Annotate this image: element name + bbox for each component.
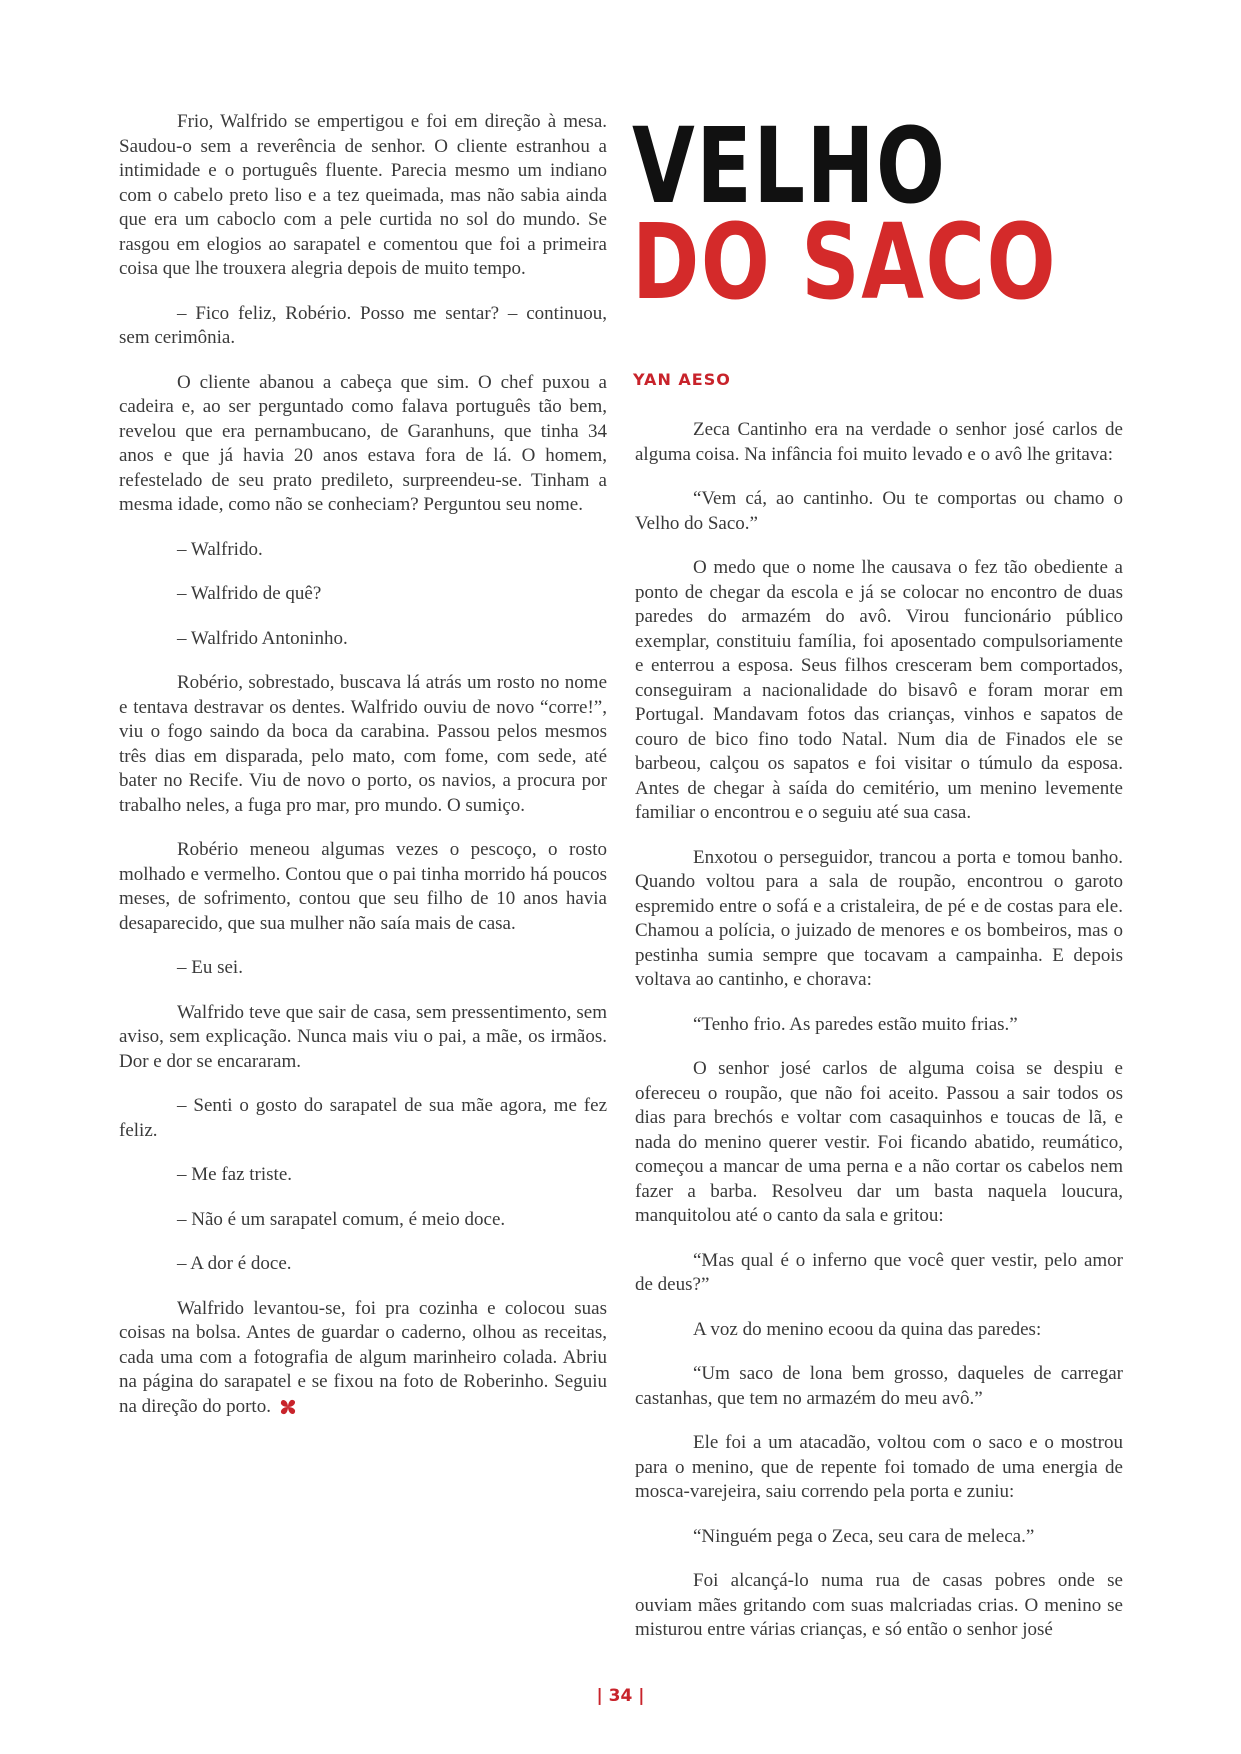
paragraph: Walfrido teve que sair de casa, sem pressentimento, sem aviso, sem explicação. Nunca mais viu o pai, a mãe, os irmãos. Dor e dor se encararam. [119,1001,607,1072]
paragraph: Ele foi a um atacadão, voltou com o saco e o mostrou para o menino, que de repente foi tomado de uma energia de mosca-varejeira, saiu correndo pela porta e zuniu: [635,1432,1123,1502]
page-number: | 34 | [596,1686,645,1706]
paragraph: Robério meneou algumas vezes o pescoço, o rosto molhado e vermelho. Contou que o pai tinha morrido há poucos meses, de sofrimento, contou que seu filho de 10 anos havia desaparecido, que sua mulher não saía mais de casa. [119,839,607,934]
left-column [119,110,607,1439]
paragraph: Frio, Walfrido se empertigou e foi em direção à mesa. Saudou-o sem a reverência de senhor. O cliente estranhou a intimidade e o português fluente. Parecia mesmo um indiano com o cabelo preto liso e a tez queimada, mas não sabia ainda que era um caboclo com a pele curtida no sol do mundo. Se rasgou em elogios ao sarapatel e comentou que foi a primeira coisa que lhe trouxera alegria depois de muito tempo. [119,111,607,279]
dialogue-line: – Fico feliz, Robério. Posso me sentar? – continuou, sem cerimônia. [119,302,607,348]
dialogue-line: – Walfrido. [177,538,263,560]
paragraph: O senhor josé carlos de alguma coisa se despiu e ofereceu o roupão, que não foi aceito. Passou a sair todos os dias para brechós e voltar com casaquinhos e toucas de lã, e nada do menino querer vestir. Foi ficando abatido, reumático, começou a mancar de uma perna e a não cortar os cabelos nem fazer a barba. Resolveu dar um basta naquela loucura, manquitolou até o canto da sala e gritou: [635,1058,1123,1226]
pinwheel-end-icon [277,1396,299,1418]
paragraph: O medo que o nome lhe causava o fez tão obediente a ponto de chegar da escola e já se colocar no encontro de duas paredes do armazém do avô. Virou funcionário público exemplar, constituiu família, foi aposentado compulsoriamente e enterrou a esposa. Seus filhos cresceram bem comportados, conseguiram a nacionalidade do bisavô e foram morar em Portugal. Mandavam fotos das crianças, vinhos e sapatos de couro de bico fino todo Natal. Num dia de Finados ele se barbeou, calçou os sapatos e foi visitar o túmulo da esposa. Antes de chegar à saída do cemitério, um menino levemente familiar o encontrou e o seguiu até sua casa. [635,557,1123,823]
dialogue-line: – Eu sei. [177,957,243,978]
story-title [632,105,1058,323]
paragraph: O cliente abanou a cabeça que sim. O chef puxou a cadeira e, ao ser perguntado como falava português tão bem, revelou que era pernambucano, de Garanhuns, que tinha 34 anos e que já havia 20 anos estava fora de lá. O homem, refestelado de seu prato predileto, surpreendeu-se. Tinham a mesma idade, como não se conheciam? Perguntou seu nome. [119,371,607,515]
quote: “Mas qual é o inferno que você quer vestir, pelo amor de deus?” [635,1249,1123,1295]
title-line-1: VELHO [632,105,947,227]
closing-paragraph-text: Walfrido levantou-se, foi pra cozinha e colocou suas coisas na bolsa. Antes de guardar o caderno, olhou as receitas, cada uma com a fotografia de algum marinheiro colada. Abriu na página do sarapatel e se fixou na foto de Roberinho. Seguiu na direção do porto. [119,1297,607,1417]
dialogue-line: – Walfrido Antoninho. [177,627,348,649]
closing-paragraph [119,1297,607,1420]
dialogue-line: – A dor é doce. [177,1253,292,1274]
right-column [635,418,1123,1663]
dialogue-line: – Walfrido de quê? [177,583,322,604]
quote: “Um saco de lona bem grosso, daqueles de carregar castanhas, que tem no armazém do meu avô.” [635,1363,1123,1409]
dialogue-line: – Não é um sarapatel comum, é meio doce. [177,1208,506,1230]
title-line-2: DO SACO [632,201,1058,323]
quote: “Vem cá, ao cantinho. Ou te comportas ou chamo o Velho do Saco.” [635,488,1123,534]
paragraph: Enxotou o perseguidor, trancou a porta e tomou banho. Quando voltou para a sala de roupão, encontrou o garoto espremido entre o sofá e a cristaleira, de pé e de costas para ele. Chamou a polícia, o juizado de menores e os bombeiros, mas o pestinha sumia sempre que tocavam a campainha. E depois voltava ao cantinho, e chorava: [635,846,1123,990]
quote: “Tenho frio. As paredes estão muito frias.” [693,1013,1018,1035]
paragraph: A voz do menino ecoou da quina das paredes: [693,1318,1042,1340]
paragraph: Foi alcançá-lo numa rua de casas pobres onde se ouviam mães gritando com suas malcriadas crias. O menino se misturou entre várias crianças, e só então o senhor josé [635,1570,1123,1640]
dialogue-line: – Me faz triste. [177,1164,293,1185]
paragraph: Zeca Cantinho era na verdade o senhor josé carlos de alguma coisa. Na infância foi muito levado e o avô lhe gritava: [635,419,1123,465]
quote: “Ninguém pega o Zeca, seu cara de meleca.” [693,1525,1035,1547]
author-name: YAN AESO [633,370,731,389]
dialogue-line: – Senti o gosto do sarapatel de sua mãe agora, me fez feliz. [119,1095,607,1141]
paragraph: Robério, sobrestado, buscava lá atrás um rosto no nome e tentava destravar os dentes. Walfrido ouviu de novo “corre!”, viu o fogo saindo da boca da carabina. Passou pelos mesmos três dias em disparada, pelo mato, com fome, com sede, até bater no Recife. Viu de novo o porto, os navios, a procura por trabalho neles, a fuga pro mar, pro mundo. O sumiço. [119,672,607,816]
